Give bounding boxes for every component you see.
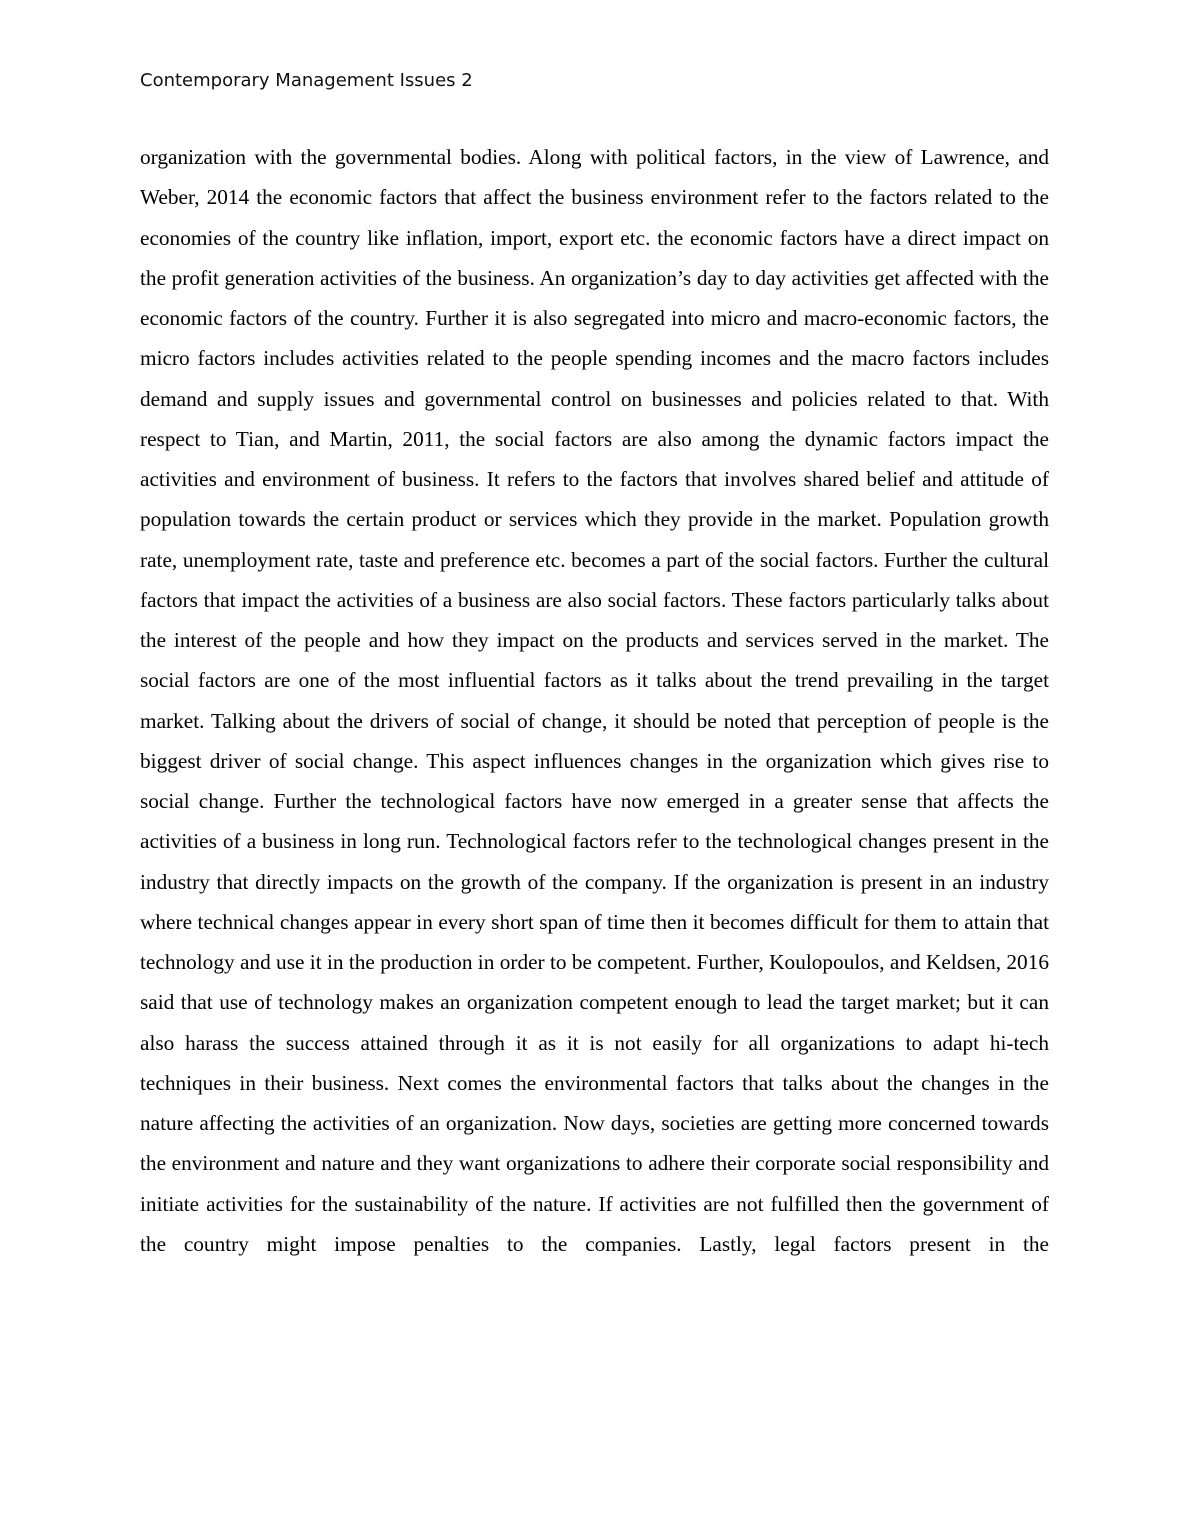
body-paragraph: organization with the governmental bodies. Along with political factors, in the view of Lawrence, and Weber, 2014 the economic factors that affect the business environment refer to the factors related to the economies of the country like inflation, import, export etc. the economic factors have a direct impact on the profit generation activities of the business. An organization’s day to day activities get affected with the economic factors of the country. Further it is also segregated into micro and macro-economic factors, the micro factors includes activities related to the people spending incomes and the macro factors includes demand and supply issues and governmental control on businesses and policies related to that. With respect to Tian, and Martin, 2011, the social factors are also among the dynamic factors impact the activities and environment of business. It refers to the factors that involves shared belief and attitude of population towards the certain product or services which they provide in the market. Population growth rate, unemployment rate, taste and preference etc. becomes a part of the social factors. Further the cultural factors that impact the activities of a business are also social factors. These factors particularly talks about the interest of the people and how they impact on the products and services served in the market. The social factors are one of the most influential factors as it talks about the trend prevailing in the target market. Talking about the drivers of social of change, it should be noted that perception of people is the biggest driver of social change. This aspect influences changes in the organization which gives rise to social change. Further the technological factors have now emerged in a greater sense that affects the activities of a business in long run. Technological factors refer to the technological changes present in the industry that directly impacts on the growth of the company. If the organization is present in an industry where technical changes appear in every short span of time then it becomes difficult for them to attain that technology and use it in the production in order to be competent. Further, Koulopoulos, and Keldsen, 2016 said that use of technology makes an organization competent enough to lead the target market; but it can also harass the success attained through it as it is not easily for all organizations to adapt hi-tech techniques in their business. Next comes the environmental factors that talks about the changes in the nature affecting the activities of an organization. Now days, societies are getting more concerned towards the environment and nature and they want organizations to adhere their corporate social responsibility and initiate activities for the sustainability of the nature. If activities are not fulfilled then the government of the country might impose penalties to the companies. Lastly, legal factors present in the: [140, 145, 1049, 1256]
running-head: Contemporary Management Issues 2: [140, 70, 473, 91]
